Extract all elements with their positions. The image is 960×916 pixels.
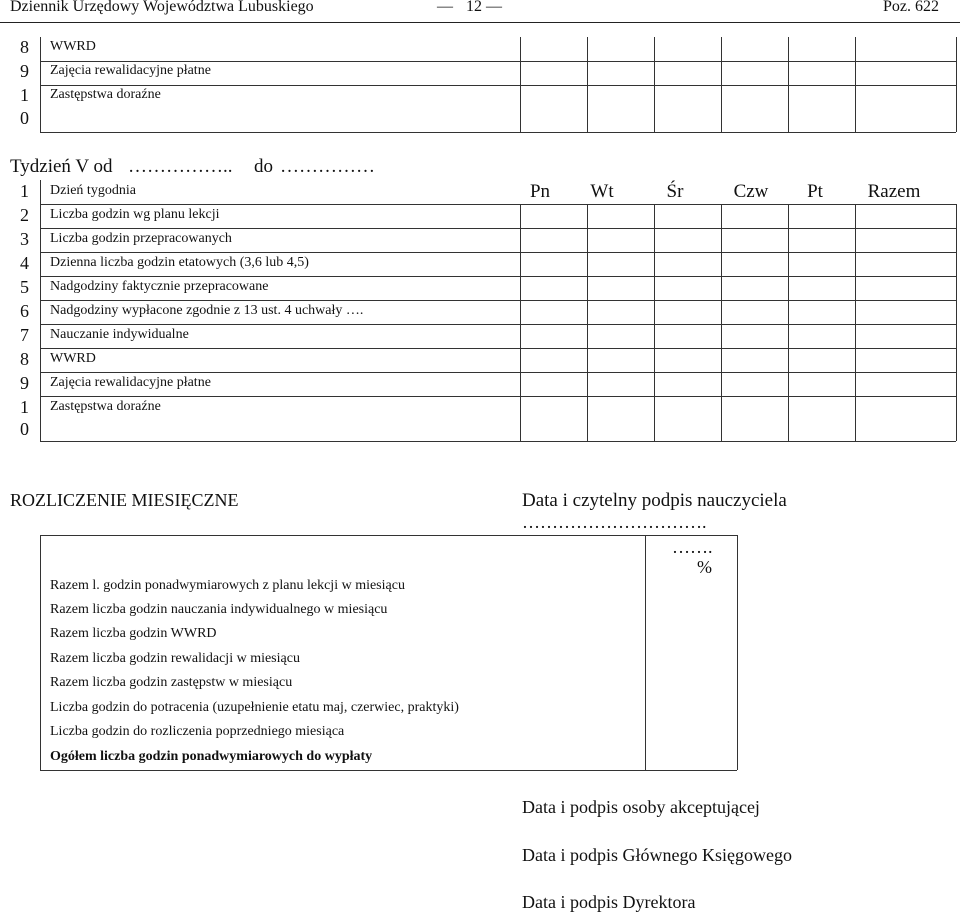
signature-director: Data i podpis Dyrektora bbox=[522, 892, 696, 912]
summary-left-border bbox=[40, 535, 41, 770]
week-from-dots: …………….. bbox=[128, 156, 233, 177]
percent-dots: ……. bbox=[672, 537, 713, 557]
day-header-pn: Pn bbox=[529, 181, 551, 202]
page-number: 12 bbox=[466, 0, 482, 15]
week-do-label: do bbox=[254, 156, 273, 177]
row-label: Nauczanie indywidualne bbox=[50, 327, 189, 342]
monthly-heading: ROZLICZENIE MIESIĘCZNE bbox=[10, 490, 239, 510]
row-label: Zastępstwa doraźne bbox=[50, 399, 161, 414]
row-label: WWRD bbox=[50, 351, 96, 366]
row-label: Nadgodziny faktycznie przepracowane bbox=[50, 279, 269, 294]
row-number: 2 bbox=[20, 205, 29, 225]
position-number: Poz. 622 bbox=[883, 0, 939, 15]
week-to-dots: …………… bbox=[280, 156, 375, 177]
row-label: Dzienna liczba godzin etatowych (3,6 lub 4,5) bbox=[50, 255, 309, 270]
summary-row-overtime: Razem l. godzin ponadwymiarowych z planu lekcji w miesiącu bbox=[50, 578, 405, 593]
summary-row-total: Ogółem liczba godzin ponadwymiarowych do wypłaty bbox=[50, 749, 373, 764]
summary-row-deduction: Liczba godzin do potracenia (uzupełnienie etatu maj, czerwiec, praktyki) bbox=[50, 700, 459, 715]
week-label: Tydzień V od bbox=[10, 156, 113, 177]
row-number: 4 bbox=[20, 253, 29, 273]
page-number-dash-right: — bbox=[486, 0, 502, 15]
row-number-second-line: 0 bbox=[20, 108, 29, 128]
row-number: 5 bbox=[20, 277, 29, 297]
day-header-sr: Śr bbox=[666, 181, 684, 202]
row-number: 1 bbox=[20, 181, 29, 201]
row-number: 8 bbox=[20, 37, 29, 57]
row-label: WWRD bbox=[50, 39, 96, 54]
header-rule bbox=[0, 22, 960, 23]
row-label: Zajęcia rewalidacyjne płatne bbox=[50, 375, 211, 390]
day-header-czw: Czw bbox=[733, 181, 769, 202]
day-header-wt: Wt bbox=[590, 181, 614, 202]
row-label: Nadgodziny wypłacone zgodnie z 13 ust. 4 uchwały …. bbox=[50, 303, 364, 318]
percent-sign: % bbox=[697, 557, 712, 577]
row-label: Liczba godzin wg planu lekcji bbox=[50, 207, 220, 222]
row-number: 1 bbox=[20, 397, 29, 417]
teacher-signature-line: …………………………. bbox=[522, 512, 707, 532]
row-number-second-line: 0 bbox=[20, 419, 29, 439]
summary-row-wwrd: Razem liczba godzin WWRD bbox=[50, 626, 217, 641]
row-number: 7 bbox=[20, 325, 29, 345]
row-label: Dzień tygodnia bbox=[50, 183, 136, 198]
summary-row-substitutions: Razem liczba godzin zastępstw w miesiącu bbox=[50, 675, 293, 690]
row-number: 6 bbox=[20, 301, 29, 321]
row-label: Zastępstwa doraźne bbox=[50, 87, 161, 102]
day-header-razem: Razem bbox=[867, 181, 921, 202]
summary-row-individual: Razem liczba godzin nauczania indywidualnego w miesiącu bbox=[50, 602, 388, 617]
summary-row-rewalidation: Razem liczba godzin rewalidacji w miesiącu bbox=[50, 651, 300, 666]
row-label: Zajęcia rewalidacyjne płatne bbox=[50, 63, 211, 78]
row-number: 1 bbox=[20, 85, 29, 105]
day-header-pt: Pt bbox=[807, 181, 823, 202]
row-number: 9 bbox=[20, 61, 29, 81]
summary-row-previous-month: Liczba godzin do rozliczenia poprzedniego miesiąca bbox=[50, 724, 345, 739]
row-number: 9 bbox=[20, 373, 29, 393]
signature-chief-accountant: Data i podpis Głównego Księgowego bbox=[522, 845, 792, 865]
row-number: 8 bbox=[20, 349, 29, 369]
document-title: Dziennik Urzędowy Województwa Lubuskiego bbox=[10, 0, 314, 15]
row-number: 3 bbox=[20, 229, 29, 249]
signature-accepting-person: Data i podpis osoby akceptującej bbox=[522, 797, 760, 817]
page-number-dash-left: — bbox=[437, 0, 453, 15]
teacher-signature-label: Data i czytelny podpis nauczyciela bbox=[522, 490, 787, 511]
row-label: Liczba godzin przepracowanych bbox=[50, 231, 232, 246]
